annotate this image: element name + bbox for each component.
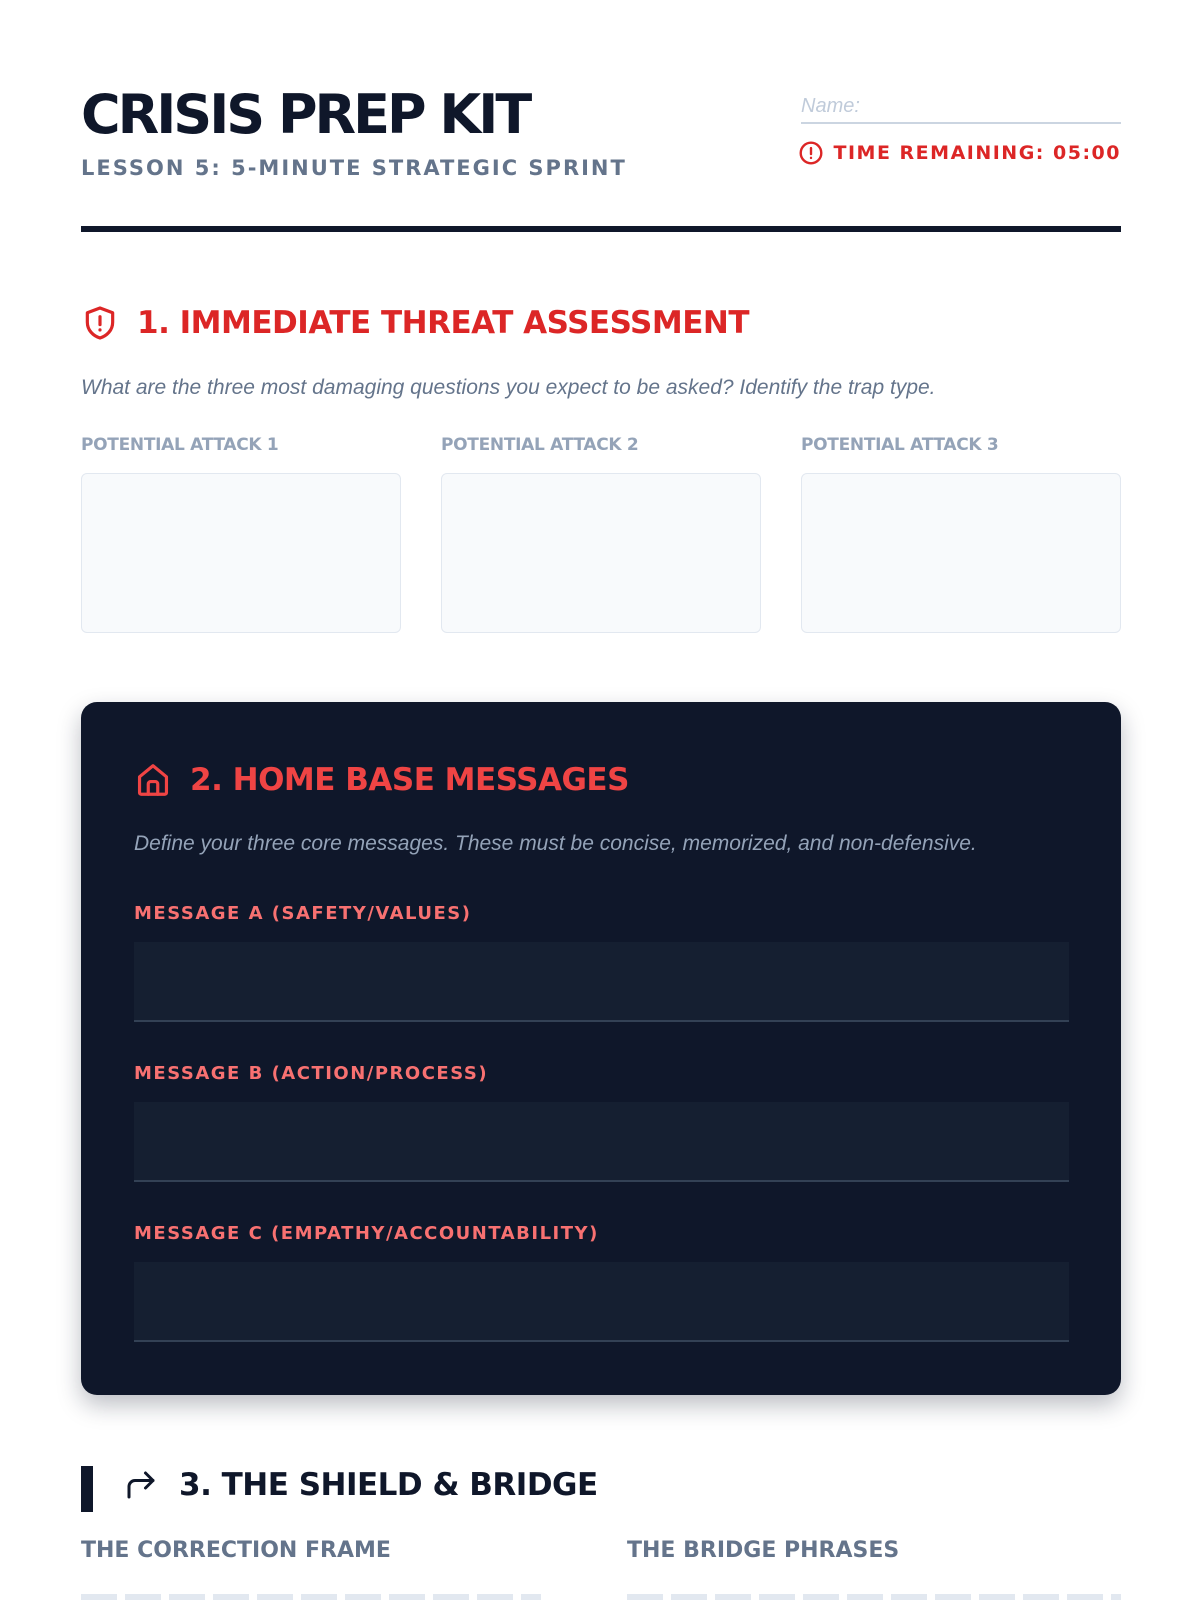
header — [81, 84, 1121, 232]
message-b-label: MESSAGE B (ACTION/PROCESS) — [134, 1063, 489, 1084]
bridge-phrases-heading: THE BRIDGE PHRASES — [627, 1538, 900, 1563]
section-1-title: 1. IMMEDIATE THREAT ASSESSMENT — [137, 305, 749, 341]
timer-label: TIME REMAINING: 05:00 — [833, 142, 1121, 164]
attack-input-1[interactable] — [81, 473, 401, 633]
home-icon — [134, 760, 172, 800]
page-subtitle: LESSON 5: 5-MINUTE STRATEGIC SPRINT — [81, 156, 627, 180]
attack-field-1 — [81, 435, 401, 633]
attack-input-3[interactable] — [801, 473, 1121, 633]
message-a-label: MESSAGE A (SAFETY/VALUES) — [134, 903, 472, 924]
message-c-input[interactable] — [134, 1262, 1069, 1342]
message-c-label: MESSAGE C (EMPATHY/ACCOUNTABILITY) — [134, 1223, 599, 1244]
alert-circle-icon — [798, 140, 824, 166]
timer — [798, 140, 1121, 166]
section-shield-bridge-heading — [123, 1467, 598, 1503]
name-input[interactable] — [801, 90, 1121, 122]
section-3-accent-bar — [81, 1466, 93, 1512]
section-1-description: What are the three most damaging questions you expect to be asked? Identify the trap type. — [81, 376, 936, 399]
message-b-input[interactable] — [134, 1102, 1069, 1182]
shield-alert-icon — [81, 303, 119, 343]
correction-frame-text-cutoff — [81, 1594, 541, 1600]
attack-field-3 — [801, 435, 1121, 633]
attack-label: POTENTIAL ATTACK 2 — [441, 435, 639, 455]
header-divider — [81, 226, 1121, 232]
section-2-description: Define your three core messages. These must be concise, memorized, and non-defensive. — [134, 832, 977, 855]
page-title: CRISIS PREP KIT — [81, 83, 530, 146]
section-home-base-heading — [134, 760, 629, 800]
message-a-input[interactable] — [134, 942, 1069, 1022]
section-threat-assessment-heading — [81, 303, 749, 343]
section-3-title: 3. THE SHIELD & BRIDGE — [179, 1467, 598, 1503]
corner-up-right-arrow-icon — [123, 1467, 159, 1503]
correction-frame-heading: THE CORRECTION FRAME — [81, 1538, 391, 1563]
attack-label: POTENTIAL ATTACK 3 — [801, 435, 999, 455]
section-2-title: 2. HOME BASE MESSAGES — [190, 762, 629, 798]
bridge-phrases-text-cutoff — [627, 1594, 1121, 1600]
name-field — [801, 90, 1121, 124]
home-base-messages-card — [81, 702, 1121, 1395]
attack-field-2 — [441, 435, 761, 633]
attack-label: POTENTIAL ATTACK 1 — [81, 435, 279, 455]
attack-input-2[interactable] — [441, 473, 761, 633]
